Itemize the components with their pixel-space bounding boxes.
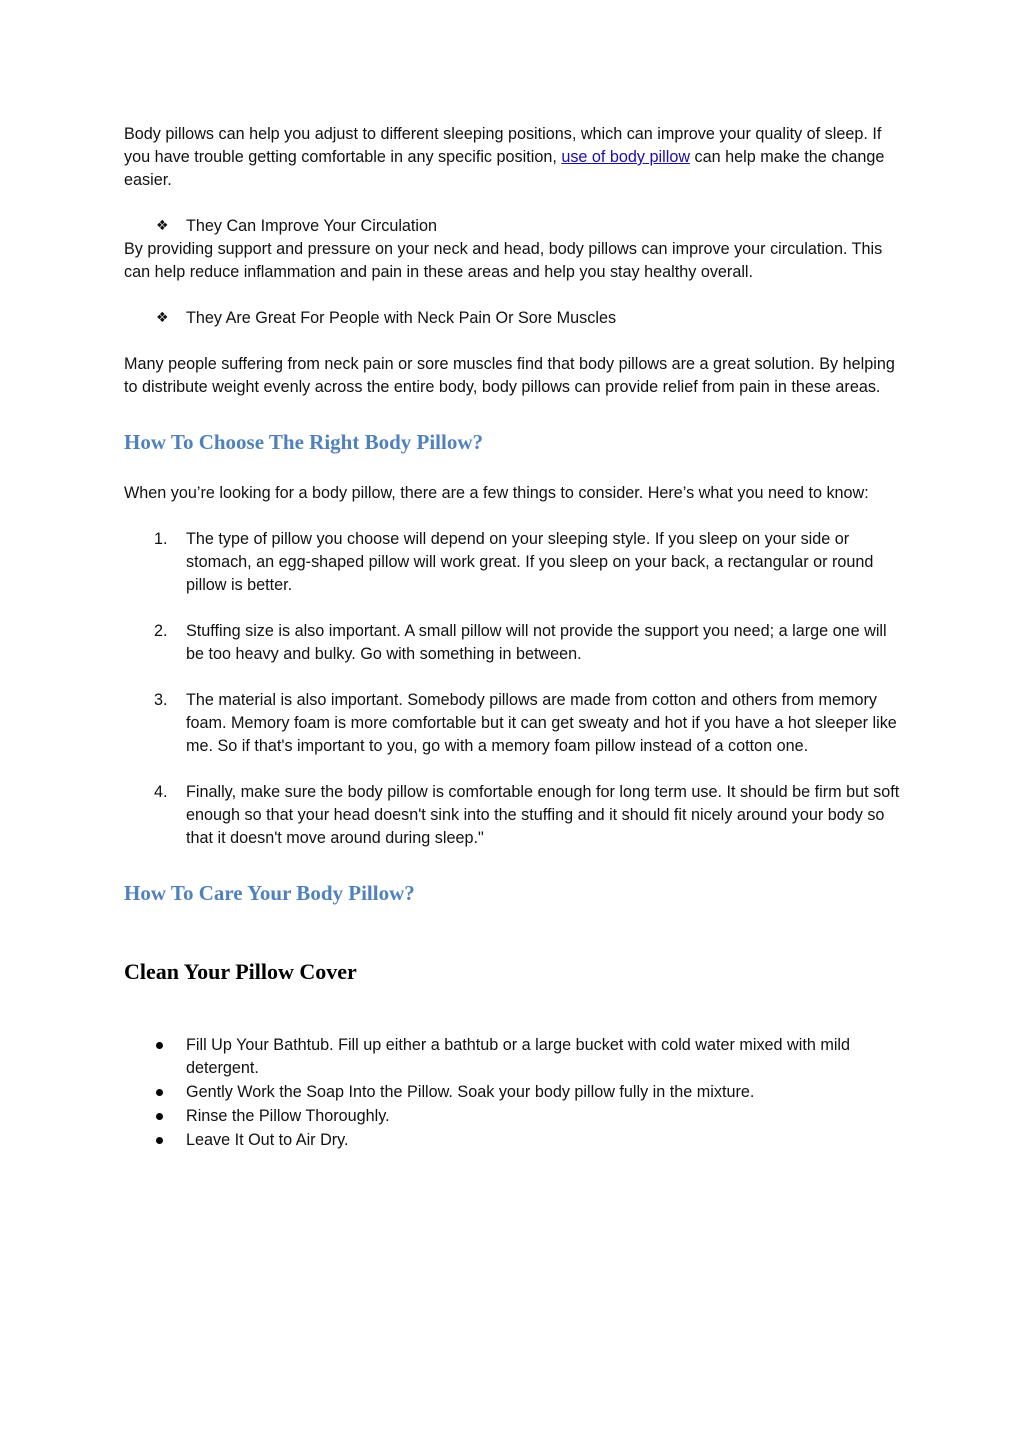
bullet-dot-icon [156, 1137, 163, 1144]
intro-paragraph [124, 123, 904, 192]
document-page [124, 123, 904, 1153]
diamond-bullet-icon: ❖ [156, 310, 169, 326]
list-item [124, 1129, 904, 1152]
list-item-text: Gently Work the Soap Into the Pillow. Soak your body pillow fully in the mixture. [186, 1083, 755, 1101]
list-item-number: 1. [154, 530, 168, 548]
bullet-dot-icon [156, 1113, 163, 1120]
list-item [124, 528, 904, 597]
list-item [124, 620, 904, 666]
benefit-body-circulation: By providing support and pressure on your neck and head, body pillows can improve your circulation. This can help reduce inflammation and pain in these areas and help you stay healthy overall. [124, 240, 883, 281]
list-item [124, 1081, 904, 1104]
list-item-number: 2. [154, 622, 168, 640]
care-list [124, 1034, 904, 1152]
intro-text-before: Body pillows can help you adjust to different sleeping positions, which can improve your quality of sleep. If you have trouble getting comfortable in any specific position, [124, 125, 882, 166]
list-item [124, 1105, 904, 1128]
benefit-title-circulation [124, 215, 904, 238]
choose-list [124, 528, 904, 850]
list-item-text: Leave It Out to Air Dry. [186, 1131, 349, 1149]
list-item-text: The type of pillow you choose will depend on your sleeping style. If you sleep on your side or stomach, an egg-shaped pillow will work great. If you sleep on your back, a rectangular or round pillow is better. [186, 530, 874, 594]
benefit-title-text: They Are Great For People with Neck Pain Or Sore Muscles [186, 309, 617, 327]
benefit-title-text: They Can Improve Your Circulation [186, 217, 438, 235]
list-item-text: The material is also important. Somebody pillows are made from cotton and others from memory foam. Memory foam is more comfortable but it can get sweaty and hot if you have a hot sleeper like me. So if that's important to you, go with a memory foam pillow instead of a cotton one. [186, 691, 897, 755]
list-item-text: Stuffing size is also important. A small pillow will not provide the support you need; a large one will be too heavy and bulky. Go with something in between. [186, 622, 887, 663]
benefit-body-neck-pain: Many people suffering from neck pain or sore muscles find that body pillows are a great solution. By helping to distribute weight evenly across the entire body, body pillows can provide relief from pain in these areas. [124, 355, 895, 396]
list-item [124, 1034, 904, 1080]
diamond-bullet-icon: ❖ [156, 218, 169, 234]
bullet-dot-icon [156, 1089, 163, 1096]
intro-text-after: can help make the change easier. [124, 148, 885, 189]
clean-cover-subheading: Clean Your Pillow Cover [124, 959, 357, 984]
list-item-text: Rinse the Pillow Thoroughly. [186, 1107, 390, 1125]
list-item-text: Finally, make sure the body pillow is comfortable enough for long term use. It should be firm but soft enough so that your head doesn't sink into the stuffing and it should fit nicely around your body so that it doesn't move around during sleep." [186, 783, 900, 847]
benefit-title-neck-pain [124, 307, 904, 330]
bullet-dot-icon [156, 1042, 163, 1049]
list-item-number: 3. [154, 691, 168, 709]
list-item-number: 4. [154, 783, 168, 801]
care-heading: How To Care Your Body Pillow? [124, 881, 415, 905]
body-pillow-link[interactable]: use of body pillow [561, 148, 691, 166]
choose-heading: How To Choose The Right Body Pillow? [124, 430, 484, 454]
list-item [124, 689, 904, 758]
list-item [124, 781, 904, 850]
choose-intro: When you’re looking for a body pillow, there are a few things to consider. Here’s what you need to know: [124, 484, 869, 502]
list-item-text: Fill Up Your Bathtub. Fill up either a bathtub or a large bucket with cold water mixed with mild detergent. [186, 1036, 851, 1077]
